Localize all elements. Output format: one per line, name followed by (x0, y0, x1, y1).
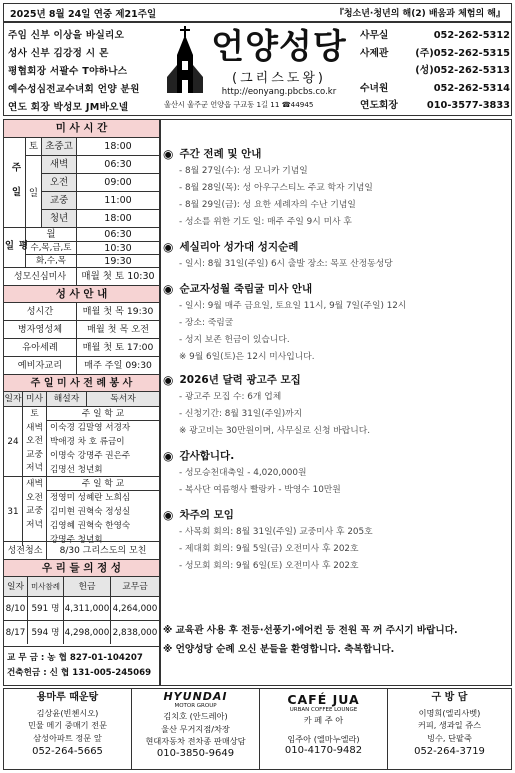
notices-list (163, 146, 509, 575)
office-label: 사무실 (360, 30, 389, 41)
notice-body: - 8월 27일(수): 성 모니카 기념일 - 8월 28일(목): 성 아우구스티노 주교 학자 기념일 - 8월 29일(금): 성 요한 세례자의 수난 기념일 - 성소를 위한 기도 일: 매주 주일 9시 미사 후 (179, 166, 373, 227)
service-title: 주 일 미 사 전 례 봉 사 (4, 374, 159, 391)
finance-title: 우 리 들 의 정 성 (4, 559, 159, 576)
convent-label: 수녀원 (360, 82, 389, 94)
top-bar (3, 3, 512, 22)
service-top-label: 주 일 학 교 (47, 406, 159, 420)
target-bullet-icon: ◉ (163, 448, 174, 463)
mass-times-title: 미 사 시 간 (4, 120, 159, 137)
mass-slot: 청년 (42, 209, 77, 227)
cleaning-label: 성전청소 (4, 542, 47, 559)
mass-time: 06:30 (77, 155, 159, 173)
finance-attendance: 594 명 (28, 620, 64, 644)
ad-car-dealer: HYUNDAI MOTOR GROUP 김치호 (안드레아) 울산 무거지점/차장 현대자동차 전차종 판매상담 010-3850-9649 (132, 689, 260, 769)
dues-account: 교 무 금 : 농 협 827-01-104207 (7, 653, 143, 663)
mass-time: 18:00 (77, 209, 159, 227)
sacrament-label: 성시간 (4, 302, 77, 320)
building-account: 건축헌금 : 신 협 131-005-245069 (7, 668, 152, 678)
sunday-label: 주 일 (4, 137, 26, 227)
mass-group: 토 (26, 137, 42, 155)
account-info (4, 646, 159, 685)
mass-slot: 오전 (42, 173, 77, 191)
mass-group: 화,수,목 (26, 254, 77, 267)
finance-date: 8/17 (4, 620, 28, 644)
pastor-line: 주임 신부 이상을 바실리오 (8, 30, 125, 41)
sacrament-label: 유아세례 (4, 338, 77, 356)
yearly-motto: 『청소년·청년의 해(2) 배움과 체험의 해』 (334, 9, 505, 19)
cleaning-row (4, 541, 159, 559)
convent-phone: 052-262-5314 (433, 82, 510, 94)
service-times: 토 새벽 오전 교중 저녁 (23, 406, 47, 476)
mass-time: 11:00 (77, 191, 159, 209)
footer-note: ※ 교육관 사용 후 전등·선풍기·에어컨 등 전원 꼭 꺼 주시기 바랍니다. (163, 625, 458, 636)
sacraments-table (4, 302, 159, 374)
mass-time: 10:30 (77, 241, 159, 254)
footer-note: ※ 언양성당 순례 오신 분들을 환영합니다. 축복합니다. (163, 644, 395, 655)
sacrament-value: 매월 첫 목 19:30 (77, 302, 159, 320)
target-bullet-icon: ◉ (163, 281, 174, 296)
service-date: 24 (4, 406, 23, 476)
contact-list (360, 27, 510, 115)
finance-offering: 4,311,000 (64, 596, 111, 620)
target-bullet-icon: ◉ (163, 372, 174, 387)
finance-table: 일자 미사참례 헌금 교무금 8/10 591 명 4,311,000 4,264,000 8/17 594 명 4,298,000 2,838,000 (4, 576, 159, 648)
mass-group: 월 (26, 227, 77, 241)
sacrament-label: 예비자교리 (4, 356, 77, 374)
notice-title: ◉ 순교자성월 죽림굴 미사 안내 (163, 281, 313, 296)
notice-body: - 성모승천대축일 - 4,020,000원 - 복사단 여름행사 빨랑카 - 박영수 10만원 (179, 468, 341, 495)
staff-list (8, 27, 162, 117)
office-phone: 052-262-5312 (433, 30, 510, 41)
service-header: 미사 (23, 391, 47, 406)
notice-body: - 사목회 회의: 8월 31일(주일) 교중미사 후 205호 - 제대회 회의: 9월 5일(금) 오전미사 후 202호 - 성모회 회의: 9월 6일(토) 오전미사 후 202호 (179, 527, 373, 571)
notice-body: - 광고주 모집 수: 6개 업체 - 신청기간: 8월 31일(주일)까지 ※ 광고비는 30만원이며, 사무실로 신청 바랍니다. (179, 392, 371, 436)
mass-time: 19:30 (77, 254, 159, 267)
target-bullet-icon: ◉ (163, 146, 174, 161)
ad-restaurant: 용마루 때운탕 김상윤(빈첸시오) 민물 메기 중매기 전문 삼성아파트 정문 앞 052-264-5665 (4, 689, 132, 769)
notice-title: ◉ 세실리아 성가대 성지순례 (163, 239, 299, 254)
notice-body: - 일시: 8월 31일(주일) 6시 출발 장소: 목포 산정동성당 (179, 259, 393, 269)
sacrament-label: 병자영성체 (4, 320, 77, 338)
service-date: 31 (4, 476, 23, 546)
memorial-label: 연도회장 (360, 100, 398, 112)
council-line: 평협회장 서팔수 T야하나스 (8, 66, 128, 77)
service-header: 독서자 (87, 391, 159, 406)
finance-attendance: 591 명 (28, 596, 64, 620)
service-top-label: 주 일 학 교 (47, 476, 159, 490)
footer-notes (163, 621, 509, 659)
target-bullet-icon: ◉ (163, 239, 174, 254)
mass-time: 09:00 (77, 173, 159, 191)
weekday-label: 평 일 (4, 227, 26, 267)
mass-slot: 교중 (42, 191, 77, 209)
rectory-label: 사제관 (360, 47, 389, 59)
holy-hour-label: 성모신심미사 (4, 267, 77, 285)
service-names: 정영미 성혜란 노희심 김미현 권혁숙 정성실 김영혜 권혁숙 한영숙 강명주 청년회 (47, 490, 159, 546)
cleaning-value: 8/30 그리스도의 모친 (59, 546, 147, 556)
mass-times-table (4, 137, 159, 287)
service-names: 이숙경 김말영 서경자 박애경 차 호 류금이 이명숙 강명주 권은주 김명선 청년회 (47, 420, 159, 476)
priest-line: 성사 신부 김강정 시 몬 (8, 48, 109, 59)
sacrament-value: 매월 첫 목 오전 (77, 320, 159, 338)
notice-title: ◉ 감사합니다. (163, 448, 235, 463)
sacrament-value: 매월 첫 토 17:00 (77, 338, 159, 356)
header (3, 22, 512, 116)
memorial-line: 연도 회장 박성모 JM바오넬 (8, 102, 129, 113)
service-header: 일자 (4, 391, 23, 406)
holy-hour-value: 매월 첫 토 10:30 (77, 267, 159, 285)
parish-name: 언양성당 (211, 27, 347, 67)
ads-row (3, 688, 512, 770)
issue-date: 2025년 8월 24일 연중 제21주일 (10, 8, 157, 20)
notice-title: ◉ 2026년 달력 광고주 모집 (163, 372, 301, 387)
mass-slot: 새벽 (42, 155, 77, 173)
rectory-phone-1: (주)052-262-5315 (415, 47, 510, 59)
church-logo-icon (164, 25, 206, 95)
parish-url[interactable]: http://eonyang.pbcbs.co.kr (221, 87, 337, 97)
mass-time: 18:00 (77, 137, 159, 155)
finance-date: 8/10 (4, 596, 28, 620)
finance-dues: 4,264,000 (111, 596, 159, 620)
memorial-phone: 010-3577-3833 (426, 100, 510, 112)
finance-offering: 4,298,000 (64, 620, 111, 644)
target-bullet-icon: ◉ (163, 507, 174, 522)
mass-group: 일 (26, 155, 42, 227)
notice-body: - 일시: 9월 매주 금요일, 토요일 11시, 9월 7일(주일) 12시 - 장소: 죽림굴 - 성지 보존 헌금이 있습니다. ※ 9월 6일(토)은 12시 미사입니다. (179, 301, 407, 362)
rectory-phone-2: (성)052-262-5313 (415, 65, 510, 77)
sisters-line: 예수성심전교수녀회 언양 분원 (8, 84, 140, 95)
mass-time: 06:30 (77, 227, 159, 241)
ad-teahouse: 구 방 담 이명희(엘리사벳) 커피, 생과일 쥬스 빙수, 단팥죽 052-264-3719 (414, 692, 485, 757)
sacrament-value: 매주 주일 09:30 (77, 356, 159, 374)
parish-subtitle: (그리스도왕) (232, 71, 326, 86)
sacraments-title: 성 사 안 내 (4, 285, 159, 302)
service-table (4, 391, 159, 551)
mass-slot: 초중고 (42, 137, 77, 155)
service-times: 새벽 오전 교중 저녁 (23, 476, 47, 546)
notice-title: ◉ 주간 전례 및 안내 (163, 146, 262, 161)
parish-address: 울산시 울주군 언양읍 구교동 1길 11 ☎44945 (164, 100, 314, 109)
service-header: 해설자 (47, 391, 87, 406)
mass-group: 수,목,금,토 (26, 241, 77, 254)
notice-title: ◉ 차주의 모임 (163, 507, 234, 522)
ad-cafe: CAFÉ JUA URBAN COFFEE LOUNGE 카 페 주 아 임주아 (엘마누엘라) 010-4170-9482 (260, 689, 388, 769)
finance-dues: 2,838,000 (111, 620, 159, 644)
